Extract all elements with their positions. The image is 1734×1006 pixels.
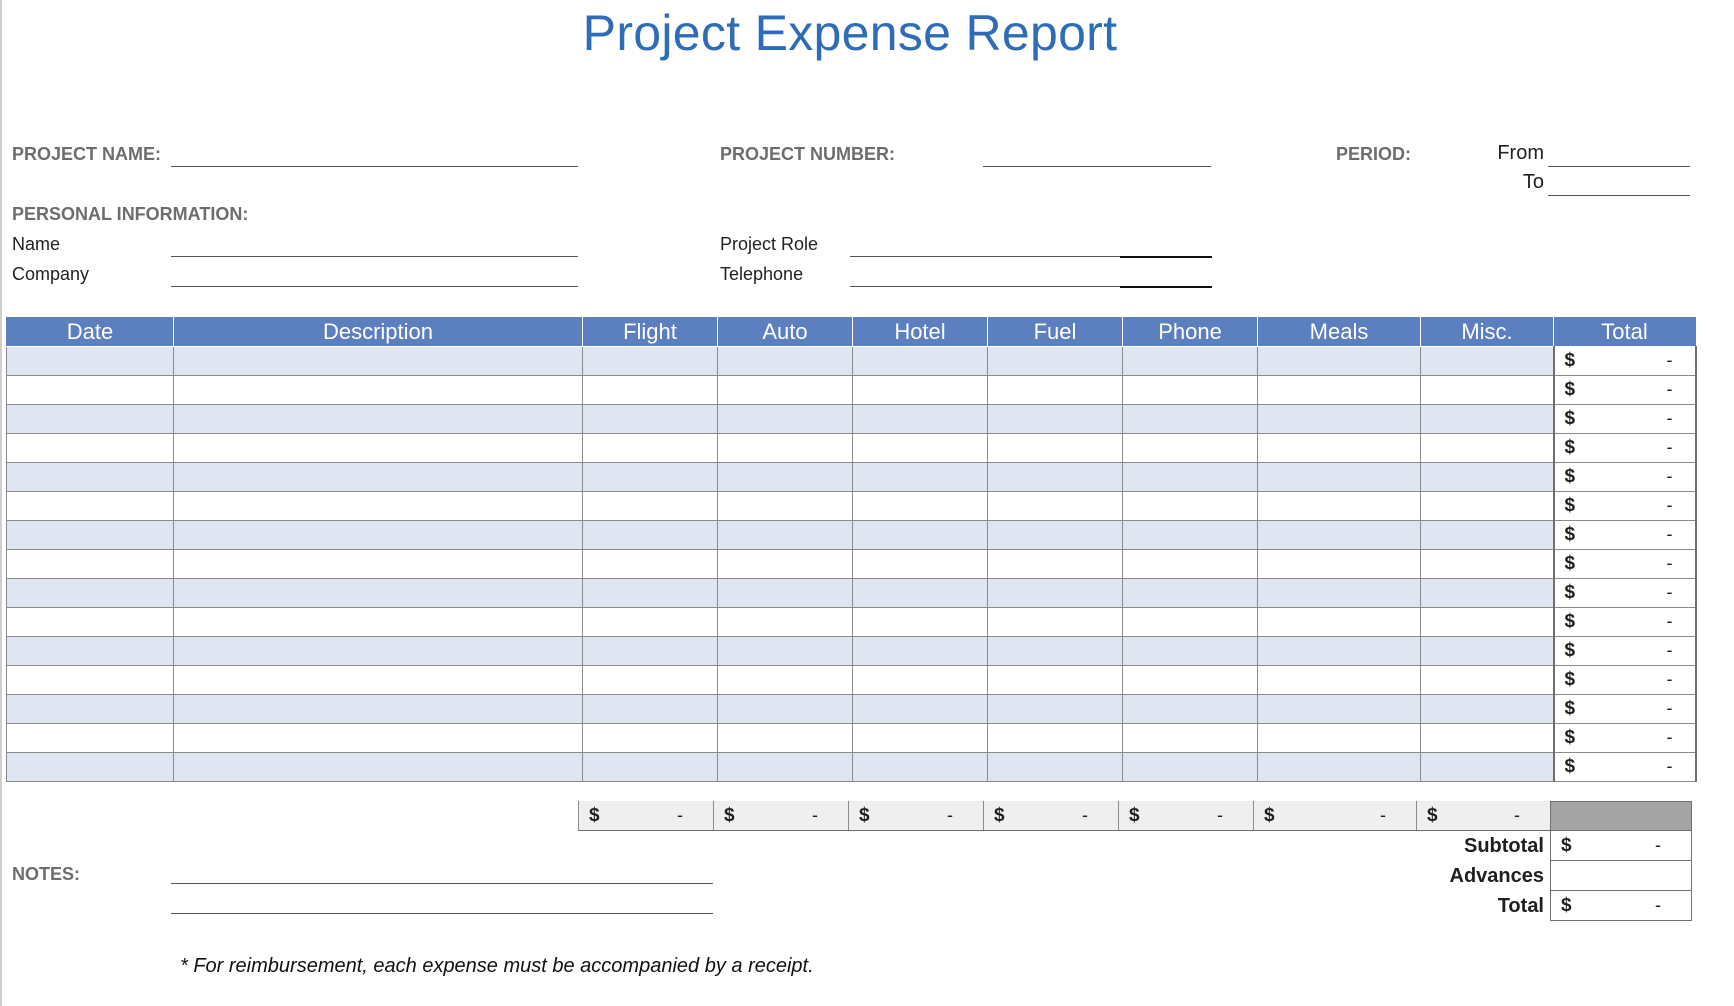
cell-description[interactable] [174, 608, 583, 637]
name-label: Name [12, 234, 61, 254]
cell-misc[interactable] [1421, 550, 1554, 579]
cell-auto[interactable] [718, 753, 853, 782]
cell-fuel[interactable] [988, 405, 1123, 434]
cell-description[interactable] [174, 724, 583, 753]
cell-phone[interactable] [1123, 753, 1258, 782]
cell-date[interactable] [7, 434, 174, 463]
row-total-currency: $ [1564, 727, 1576, 748]
cell-meals[interactable] [1258, 434, 1421, 463]
name-field[interactable] [171, 256, 578, 257]
cell-description[interactable] [174, 463, 583, 492]
cell-total [1554, 724, 1696, 753]
cell-phone[interactable] [1123, 666, 1258, 695]
cell-description[interactable] [174, 550, 583, 579]
cell-fuel[interactable] [988, 579, 1123, 608]
cell-phone[interactable] [1123, 695, 1258, 724]
cell-phone[interactable] [1123, 724, 1258, 753]
cell-meals[interactable] [1258, 579, 1421, 608]
table-row [7, 579, 1696, 608]
cell-phone[interactable] [1123, 608, 1258, 637]
cell-date[interactable] [7, 637, 174, 666]
cell-date[interactable] [7, 463, 174, 492]
subtotal-value: - [1655, 835, 1661, 855]
period-from-field[interactable] [1548, 166, 1690, 167]
cell-total [1554, 376, 1696, 405]
column-header-meals: Meals [1258, 318, 1421, 347]
row-total-value: - [1666, 408, 1673, 428]
cell-fuel[interactable] [988, 434, 1123, 463]
cell-misc[interactable] [1421, 608, 1554, 637]
cell-fuel[interactable] [988, 521, 1123, 550]
cell-date[interactable] [7, 666, 174, 695]
row-total-value: - [1666, 466, 1673, 486]
company-field[interactable] [171, 286, 578, 287]
cell-date[interactable] [7, 347, 174, 376]
column-total-currency: $ [589, 805, 600, 826]
table-row [7, 608, 1696, 637]
cell-total [1554, 434, 1696, 463]
grand-total-blank-cell [1550, 801, 1692, 831]
period-label: PERIOD: [1336, 144, 1412, 164]
cell-fuel[interactable] [988, 608, 1123, 637]
cell-phone[interactable] [1123, 347, 1258, 376]
cell-description[interactable] [174, 376, 583, 405]
table-row [7, 550, 1696, 579]
row-total-currency: $ [1564, 611, 1576, 632]
cell-auto[interactable] [718, 434, 853, 463]
row-total-value: - [1666, 640, 1673, 660]
table-row [7, 666, 1696, 695]
table-row [7, 376, 1696, 405]
column-total-currency: $ [724, 805, 735, 826]
column-header-hotel: Hotel [853, 318, 988, 347]
cell-misc[interactable] [1421, 579, 1554, 608]
column-total-currency: $ [994, 805, 1005, 826]
column-total-misc [1416, 801, 1550, 831]
cell-date[interactable] [7, 695, 174, 724]
cell-meals[interactable] [1258, 753, 1421, 782]
cell-total [1554, 608, 1696, 637]
subtotal-currency: $ [1561, 835, 1572, 856]
cell-hotel[interactable] [853, 608, 988, 637]
cell-meals[interactable] [1258, 376, 1421, 405]
cell-misc[interactable] [1421, 637, 1554, 666]
receipt-footnote: * For reimbursement, each expense must be accompanied by a receipt. [180, 955, 814, 977]
cell-misc[interactable] [1421, 463, 1554, 492]
to-label: To [1522, 171, 1544, 193]
cell-flight[interactable] [583, 347, 718, 376]
cell-misc[interactable] [1421, 753, 1554, 782]
cell-hotel[interactable] [853, 695, 988, 724]
column-total-value: - [812, 805, 818, 825]
cell-flight[interactable] [583, 550, 718, 579]
cell-description[interactable] [174, 579, 583, 608]
page-title: Project Expense Report [582, 5, 1118, 61]
row-total-currency: $ [1564, 582, 1576, 603]
row-total-value: - [1666, 553, 1673, 573]
cell-phone[interactable] [1123, 492, 1258, 521]
cell-meals[interactable] [1258, 637, 1421, 666]
cell-misc[interactable] [1421, 405, 1554, 434]
cell-date[interactable] [7, 550, 174, 579]
cell-hotel[interactable] [853, 376, 988, 405]
cell-auto[interactable] [718, 608, 853, 637]
column-header-phone: Phone [1123, 318, 1258, 347]
cell-description[interactable] [174, 695, 583, 724]
column-total-meals [1253, 801, 1416, 831]
column-header-description: Description [174, 318, 583, 347]
cell-total [1554, 666, 1696, 695]
row-total-value: - [1666, 669, 1673, 689]
cell-misc[interactable] [1421, 666, 1554, 695]
cell-phone[interactable] [1123, 579, 1258, 608]
cell-hotel[interactable] [853, 347, 988, 376]
left-border [0, 0, 2, 1006]
cell-auto[interactable] [718, 637, 853, 666]
row-total-currency: $ [1564, 524, 1576, 545]
cell-total [1554, 637, 1696, 666]
subtotal-cell [1550, 831, 1692, 861]
table-row [7, 521, 1696, 550]
column-total-currency: $ [1427, 805, 1438, 826]
company-label: Company [12, 264, 90, 284]
cell-fuel[interactable] [988, 724, 1123, 753]
cell-meals[interactable] [1258, 347, 1421, 376]
cell-phone[interactable] [1123, 434, 1258, 463]
row-total-currency: $ [1564, 640, 1576, 661]
row-total-value: - [1666, 698, 1673, 718]
table-row [7, 463, 1696, 492]
cell-date[interactable] [7, 376, 174, 405]
row-total-currency: $ [1564, 437, 1576, 458]
cell-misc[interactable] [1421, 521, 1554, 550]
cell-misc[interactable] [1421, 347, 1554, 376]
cell-auto[interactable] [718, 463, 853, 492]
cell-flight[interactable] [583, 666, 718, 695]
column-total-value: - [1217, 805, 1223, 825]
cell-hotel[interactable] [853, 579, 988, 608]
cell-fuel[interactable] [988, 550, 1123, 579]
column-header-total: Total [1554, 318, 1696, 347]
telephone-field[interactable] [850, 286, 1120, 287]
column-total-currency: $ [1129, 805, 1140, 826]
cell-total [1554, 579, 1696, 608]
cell-description[interactable] [174, 405, 583, 434]
summary-total-value: - [1655, 895, 1661, 915]
cell-total [1554, 405, 1696, 434]
row-total-value: - [1666, 727, 1673, 747]
cell-total [1554, 463, 1696, 492]
cell-date[interactable] [7, 579, 174, 608]
cell-auto[interactable] [718, 666, 853, 695]
cell-misc[interactable] [1421, 434, 1554, 463]
row-total-value: - [1666, 379, 1673, 399]
telephone-label: Telephone [720, 264, 804, 284]
cell-description[interactable] [174, 347, 583, 376]
column-total-currency: $ [1264, 805, 1275, 826]
cell-misc[interactable] [1421, 492, 1554, 521]
row-total-value: - [1666, 437, 1673, 457]
advances-cell[interactable] [1550, 861, 1692, 891]
cell-meals[interactable] [1258, 695, 1421, 724]
row-total-currency: $ [1564, 698, 1576, 719]
cell-description[interactable] [174, 666, 583, 695]
project-role-field[interactable] [850, 256, 1120, 257]
cell-description[interactable] [174, 434, 583, 463]
cell-flight[interactable] [583, 521, 718, 550]
cell-flight[interactable] [583, 463, 718, 492]
cell-description[interactable] [174, 637, 583, 666]
cell-flight[interactable] [583, 695, 718, 724]
column-header-fuel: Fuel [988, 318, 1123, 347]
column-header-misc: Misc. [1421, 318, 1554, 347]
cell-auto[interactable] [718, 347, 853, 376]
cell-hotel[interactable] [853, 724, 988, 753]
cell-total [1554, 753, 1696, 782]
column-total-flight [578, 801, 713, 831]
advances-label: Advances [1449, 865, 1544, 887]
column-total-value: - [1082, 805, 1088, 825]
row-total-currency: $ [1564, 495, 1576, 516]
cell-meals[interactable] [1258, 492, 1421, 521]
cell-flight[interactable] [583, 724, 718, 753]
cell-misc[interactable] [1421, 376, 1554, 405]
cell-fuel[interactable] [988, 695, 1123, 724]
cell-hotel[interactable] [853, 434, 988, 463]
notes-label: NOTES: [12, 864, 81, 884]
column-header-date: Date [7, 318, 174, 347]
row-total-value: - [1666, 611, 1673, 631]
cell-flight[interactable] [583, 405, 718, 434]
project-number-label: PROJECT NUMBER: [720, 144, 896, 164]
table-row [7, 347, 1696, 376]
cell-flight[interactable] [583, 753, 718, 782]
cell-hotel[interactable] [853, 637, 988, 666]
period-to-field[interactable] [1548, 195, 1690, 196]
cell-flight[interactable] [583, 434, 718, 463]
row-total-currency: $ [1564, 669, 1576, 690]
cell-hotel[interactable] [853, 463, 988, 492]
cell-date[interactable] [7, 405, 174, 434]
project-name-field[interactable] [171, 166, 578, 167]
cell-phone[interactable] [1123, 463, 1258, 492]
cell-misc[interactable] [1421, 695, 1554, 724]
row-total-value: - [1666, 524, 1673, 544]
cell-meals[interactable] [1258, 608, 1421, 637]
cell-auto[interactable] [718, 405, 853, 434]
cell-date[interactable] [7, 724, 174, 753]
project-name-label: PROJECT NAME: [12, 144, 162, 164]
table-row [7, 434, 1696, 463]
cell-flight[interactable] [583, 608, 718, 637]
cell-fuel[interactable] [988, 347, 1123, 376]
row-total-currency: $ [1564, 408, 1576, 429]
column-total-currency: $ [859, 805, 870, 826]
cell-phone[interactable] [1123, 521, 1258, 550]
cell-date[interactable] [7, 492, 174, 521]
row-total-value: - [1666, 350, 1673, 370]
row-total-currency: $ [1564, 466, 1576, 487]
cell-fuel[interactable] [988, 492, 1123, 521]
cell-hotel[interactable] [853, 521, 988, 550]
telephone-field-end [1120, 286, 1212, 288]
notes-line-1[interactable] [171, 883, 713, 884]
project-number-field[interactable] [983, 166, 1211, 167]
cell-total [1554, 521, 1696, 550]
column-total-value: - [1380, 805, 1386, 825]
cell-fuel[interactable] [988, 376, 1123, 405]
table-row [7, 637, 1696, 666]
cell-total [1554, 550, 1696, 579]
project-role-label: Project Role [720, 234, 819, 254]
column-header-auto: Auto [718, 318, 853, 347]
from-label: From [1497, 142, 1544, 164]
cell-meals[interactable] [1258, 405, 1421, 434]
cell-total [1554, 492, 1696, 521]
column-total-auto [713, 801, 848, 831]
column-total-hotel [848, 801, 983, 831]
table-row [7, 724, 1696, 753]
cell-auto[interactable] [718, 695, 853, 724]
table-row [7, 695, 1696, 724]
cell-meals[interactable] [1258, 550, 1421, 579]
cell-auto[interactable] [718, 376, 853, 405]
row-total-value: - [1666, 495, 1673, 515]
cell-description[interactable] [174, 753, 583, 782]
row-total-value: - [1666, 582, 1673, 602]
cell-flight[interactable] [583, 579, 718, 608]
cell-meals[interactable] [1258, 463, 1421, 492]
cell-fuel[interactable] [988, 463, 1123, 492]
table-row [7, 753, 1696, 782]
cell-fuel[interactable] [988, 753, 1123, 782]
column-total-value: - [1514, 805, 1520, 825]
subtotal-label: Subtotal [1464, 835, 1544, 857]
cell-flight[interactable] [583, 376, 718, 405]
summary-total-label: Total [1497, 895, 1544, 917]
summary-total-cell [1550, 891, 1692, 921]
project-role-field-end [1120, 256, 1212, 258]
column-total-phone [1118, 801, 1253, 831]
cell-auto[interactable] [718, 724, 853, 753]
row-total-currency: $ [1564, 756, 1576, 777]
cell-auto[interactable] [718, 521, 853, 550]
row-total-currency: $ [1564, 350, 1576, 371]
cell-phone[interactable] [1123, 637, 1258, 666]
cell-phone[interactable] [1123, 376, 1258, 405]
cell-hotel[interactable] [853, 550, 988, 579]
cell-total [1554, 695, 1696, 724]
cell-fuel[interactable] [988, 666, 1123, 695]
column-total-fuel [983, 801, 1118, 831]
row-total-currency: $ [1564, 379, 1576, 400]
cell-meals[interactable] [1258, 521, 1421, 550]
cell-auto[interactable] [718, 492, 853, 521]
cell-date[interactable] [7, 753, 174, 782]
cell-misc[interactable] [1421, 724, 1554, 753]
table-header-row [7, 318, 1696, 347]
cell-hotel[interactable] [853, 666, 988, 695]
column-total-value: - [947, 805, 953, 825]
column-total-value: - [677, 805, 683, 825]
column-header-flight: Flight [583, 318, 718, 347]
cell-phone[interactable] [1123, 550, 1258, 579]
cell-phone[interactable] [1123, 405, 1258, 434]
cell-hotel[interactable] [853, 405, 988, 434]
cell-description[interactable] [174, 492, 583, 521]
cell-hotel[interactable] [853, 753, 988, 782]
cell-auto[interactable] [718, 579, 853, 608]
personal-information-label: PERSONAL INFORMATION: [12, 204, 249, 224]
row-total-currency: $ [1564, 553, 1576, 574]
cell-hotel[interactable] [853, 492, 988, 521]
expense-table [6, 317, 1697, 782]
cell-date[interactable] [7, 608, 174, 637]
notes-line-2[interactable] [171, 913, 713, 914]
cell-fuel[interactable] [988, 637, 1123, 666]
cell-flight[interactable] [583, 492, 718, 521]
summary-total-currency: $ [1561, 895, 1572, 916]
cell-auto[interactable] [718, 550, 853, 579]
table-row [7, 405, 1696, 434]
cell-description[interactable] [174, 521, 583, 550]
cell-date[interactable] [7, 521, 174, 550]
table-row [7, 492, 1696, 521]
row-total-value: - [1666, 756, 1673, 776]
cell-meals[interactable] [1258, 666, 1421, 695]
cell-total [1554, 347, 1696, 376]
cell-flight[interactable] [583, 637, 718, 666]
cell-meals[interactable] [1258, 724, 1421, 753]
